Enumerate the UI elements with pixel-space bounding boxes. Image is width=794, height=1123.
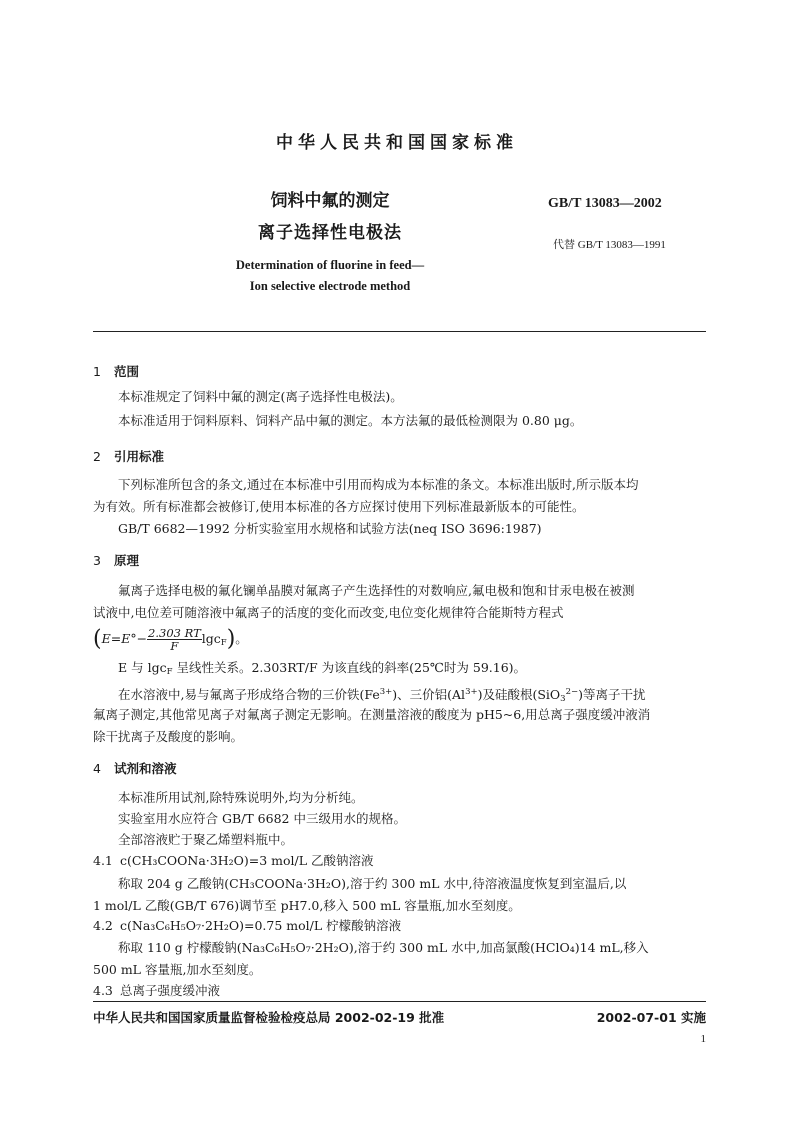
formula-rhs: lgc: [201, 631, 221, 646]
standard-code: GB/T 13083—2002: [548, 196, 662, 211]
paragraph: 实验室用水应符合 GB/T 6682 中三级用水的规格。: [118, 811, 406, 826]
paragraph: 全部溶液贮于聚乙烯塑料瓶中。: [118, 832, 294, 847]
formula-lhs: E=E°−: [101, 631, 148, 646]
paragraph: 本标准规定了饲料中氟的测定(离子选择性电极法)。: [118, 389, 403, 404]
paragraph: 本标准适用于饲料原料、饲料产品中氟的测定。本方法氟的最低检测限为 0.80 μg。: [118, 413, 583, 428]
paragraph-line: 除干扰离子及酸度的影响。: [93, 729, 244, 744]
subsection-title: c(Na₃C₆H₅O₇·2H₂O)=0.75 mol/L 柠檬酸钠溶液: [120, 918, 402, 933]
paragraph-line: 称取 110 g 柠檬酸钠(Na₃C₆H₅O₇·2H₂O),溶于约 300 mL 水中,加高氯酸(HClO₄)14 mL,移入: [118, 940, 649, 955]
section-number: 2: [93, 449, 101, 464]
subsection-4-3-heading: [93, 980, 706, 1002]
section-title: 试剂和溶液: [114, 761, 177, 776]
formula-fraction: [147, 627, 202, 652]
superscript: 3+: [465, 687, 478, 697]
formula-numerator: 2.303 RT: [148, 626, 201, 640]
section-number: 3: [93, 553, 101, 568]
paragraph-line: 为有效。所有标准都会被修订,使用本标准的各方应探讨使用下列标准最新版本的可能性。: [93, 499, 585, 514]
subsection-4-2-heading: [93, 915, 706, 937]
document-title-cn-line1: 饲料中氟的测定: [270, 191, 390, 211]
formula-paren-right: ): [226, 626, 236, 652]
section-title: 范围: [114, 364, 140, 379]
replaces-standard: 代替 GB/T 13083—1991: [553, 239, 666, 251]
national-standard-title: 中华人民共和国国家标准: [276, 133, 518, 153]
formula-denominator: F: [170, 639, 179, 653]
formula-rhs-subscript: F: [220, 638, 227, 648]
subsection-title: c(CH₃COONa·3H₂O)=3 mol/L 乙酸钠溶液: [120, 853, 374, 868]
nernst-equation: (E=E°− $\frac{2.303 RT}{F}$ lgc$_F$)。: [93, 626, 248, 653]
superscript: 2−: [565, 687, 579, 697]
paragraph: [118, 657, 731, 683]
section-1-heading: [93, 362, 139, 380]
document-title-en-line2: Ion selective electrode method: [249, 279, 411, 293]
footer-issuer: 中华人民共和国国家质量监督检验检疫总局 2002-02-19 批准: [93, 1010, 445, 1025]
section-2-heading: [93, 447, 164, 465]
footer-divider: [93, 1001, 706, 1002]
paragraph: 本标准所用试剂,除特殊说明外,均为分析纯。: [118, 790, 364, 805]
text-run: )等离子干扰: [578, 687, 646, 702]
paragraph-line: 下列标准所包含的条文,通过在本标准中引用而构成为本标准的条文。本标准出版时,所示版本均: [118, 477, 639, 492]
document-title-cn-line2: 离子选择性电极法: [258, 223, 402, 243]
text-run: )、三价铝(Al: [392, 687, 466, 702]
subscript: F: [166, 667, 173, 677]
subscript: 3: [560, 694, 566, 704]
paragraph-line: 氟离子测定,其他常见离子对氟离子测定无影响。在测量溶液的酸度为 pH5~6,用总离子强度缓冲液消: [93, 707, 651, 722]
subsection-title: 总离子强度缓冲液: [120, 983, 221, 998]
text-run: )及硅酸根(SiO: [477, 687, 561, 702]
subsection-number: 4.1: [93, 853, 113, 868]
paragraph-line: 500 mL 容量瓶,加水至刻度。: [93, 962, 262, 977]
footer-implementation-date: 2002-07-01 实施: [596, 1010, 706, 1025]
section-number: 1: [93, 364, 101, 379]
paragraph-line: 称取 204 g 乙酸钠(CH₃COONa·3H₂O),溶于约 300 mL 水中,待溶液温度恢复到室温后,以: [118, 876, 627, 891]
text-run: 呈线性关系。2.303RT/F 为该直线的斜率(25℃时为 59.16)。: [172, 660, 527, 675]
normative-reference: GB/T 6682—1992 分析实验室用水规格和试验方法(neq ISO 3696:1987): [118, 521, 542, 536]
section-number: 4: [93, 761, 101, 776]
paragraph-line: 1 mol/L 乙酸(GB/T 676)调节至 pH7.0,移入 500 mL 容量瓶,加水至刻度。: [93, 898, 521, 913]
section-title: 引用标准: [114, 449, 165, 464]
paragraph-line: 氟离子选择电极的氟化镧单晶膜对氟离子产生选择性的对数响应,氟电极和饱和甘汞电极在被测: [118, 583, 635, 598]
paragraph-line: 试液中,电位差可随溶液中氟离子的活度的变化而改变,电位变化规律符合能斯特方程式: [93, 605, 564, 620]
subsection-number: 4.2: [93, 918, 113, 933]
text-run: E 与 lgc: [118, 660, 167, 675]
page-number: 1: [700, 1033, 706, 1045]
section-3-heading: [93, 551, 139, 569]
header-divider: [93, 331, 706, 332]
subsection-number: 4.3: [93, 983, 113, 998]
superscript: 3+: [379, 687, 393, 697]
formula-paren-left: (: [93, 626, 102, 652]
section-title: 原理: [114, 553, 140, 568]
document-title-en-line1: Determination of fluorine in feed—: [235, 258, 425, 272]
section-4-heading: [93, 759, 177, 777]
text-run: 在水溶液中,易与氟离子形成络合物的三价铁(Fe: [118, 687, 380, 702]
subsection-4-1-heading: [93, 850, 706, 872]
